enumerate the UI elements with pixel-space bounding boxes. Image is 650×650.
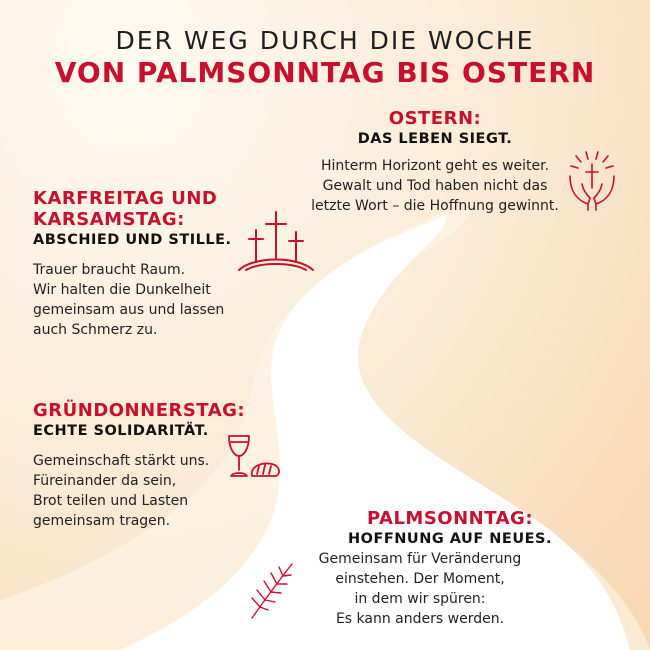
palmsonntag-line: Es kann anders werden.: [335, 611, 505, 627]
palm-branch-icon: [248, 560, 298, 620]
ostern-line: letzte Wort – die Hoffnung gewinnt.: [311, 198, 559, 214]
karfreitag-text: [33, 260, 263, 340]
gruendonnerstag-line: Gemeinschaft stärkt uns.: [33, 453, 210, 469]
karfreitag-heading-1: KARFREITAG UND: [33, 188, 218, 209]
palmsonntag-text: [300, 549, 540, 629]
three-crosses-icon: [236, 208, 316, 274]
palmsonntag-section: [330, 508, 570, 547]
ostern-line: Gewalt und Tod haben nicht das: [322, 178, 548, 194]
gruendonnerstag-line: gemeinsam tragen.: [33, 513, 171, 529]
chalice-bread-icon: [226, 432, 282, 484]
karfreitag-line: Trauer braucht Raum.: [33, 262, 186, 278]
hands-cross-icon: [566, 150, 618, 212]
palmsonntag-line: in dem wir spüren:: [354, 591, 486, 607]
palmsonntag-subheading: HOFFNUNG AUF NEUES.: [348, 531, 552, 547]
page-subtitle: VON PALMSONNTAG BIS OSTERN: [54, 56, 596, 89]
karfreitag-line: Wir halten die Dunkelheit: [33, 282, 211, 298]
palmsonntag-line: Gemeinsam für Veränderung: [318, 551, 522, 567]
palmsonntag-heading: PALMSONNTAG:: [366, 508, 534, 529]
ostern-heading: OSTERN:: [388, 108, 482, 129]
karfreitag-section: [33, 188, 263, 340]
karfreitag-line: auch Schmerz zu.: [33, 322, 158, 338]
ostern-text: [300, 156, 570, 216]
ostern-section: [315, 108, 555, 147]
ostern-subheading: DAS LEBEN SIEGT.: [357, 131, 513, 147]
gruendonnerstag-line: Füreinander da sein,: [33, 473, 177, 489]
karfreitag-line: gemeinsam aus und lassen: [33, 302, 225, 318]
karfreitag-subheading: ABSCHIED UND STILLE.: [33, 232, 232, 248]
palmsonntag-line: einstehen. Der Moment,: [335, 571, 505, 587]
page-title: DER WEG DURCH DIE WOCHE: [115, 26, 535, 55]
ostern-line: Hinterm Horizont geht es weiter.: [320, 158, 550, 174]
gruendonnerstag-heading: GRÜNDONNERSTAG:: [33, 400, 246, 421]
gruendonnerstag-line: Brot teilen und Lasten: [33, 493, 189, 509]
gruendonnerstag-subheading: ECHTE SOLIDARITÄT.: [33, 423, 209, 439]
karfreitag-heading-2: KARSAMSTAG:: [33, 209, 185, 230]
